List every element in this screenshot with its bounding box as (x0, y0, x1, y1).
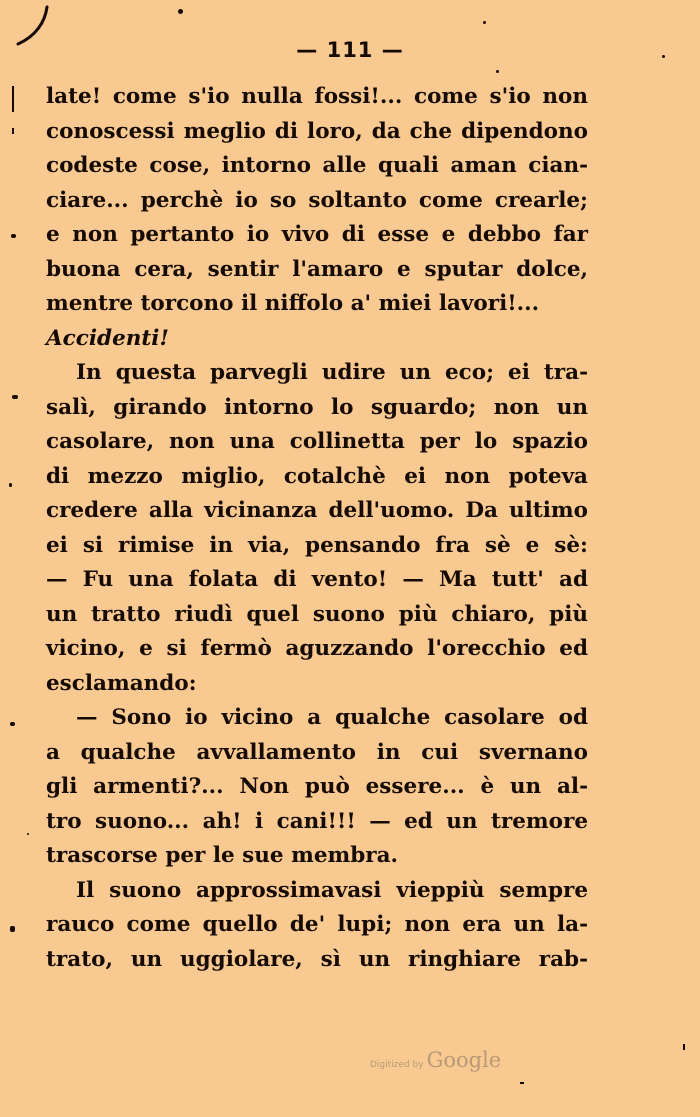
text-line: salì, girando intorno lo sguardo; non un (46, 394, 588, 420)
text-line: trascorse per le sue membra. (46, 843, 399, 868)
text-line: late! come s'io nulla fossi!... come s'io non (46, 84, 588, 109)
text-line: rauco come quello de' lupi; non era un la- (46, 912, 588, 937)
text-line: gli armenti?... Non può essere... è un al- (46, 774, 588, 799)
ink-speck (12, 128, 14, 134)
text-line: — Fu una folata di vento! — Ma tutt' ad (46, 567, 588, 592)
ink-speck (27, 833, 29, 835)
ink-speck (178, 9, 183, 14)
text-line: ciare... perchè io so soltanto come crearle; (46, 187, 588, 213)
ink-speck (483, 21, 486, 24)
text-line: un tratto riudì quel suono più chiaro, più (46, 601, 588, 627)
ink-speck (12, 395, 18, 399)
digitized-watermark (370, 1048, 501, 1072)
text-line: Il suono approssimavasi vieppiù sempre (76, 877, 588, 903)
italic-exclamation: Accidenti! (46, 325, 169, 351)
body-text (46, 80, 588, 977)
ink-speck (9, 483, 12, 487)
text-line: trato, un uggiolare, sì un ringhiare rab- (46, 946, 588, 972)
text-line: tro suono... ah! i cani!!! — ed un tremore (46, 808, 588, 834)
text-line: credere alla vicinanza dell'uomo. Da ultimo (46, 498, 588, 523)
text-line: conoscessi meglio di loro, da che dipendono (46, 118, 588, 144)
google-logo: Google (426, 1048, 502, 1072)
text-line: e non pertanto io vivo di esse e debbo far (46, 222, 588, 247)
ink-speck (520, 1082, 524, 1084)
text-line: codeste cose, intorno alle quali aman cian- (46, 153, 588, 178)
text-line: casolare, non una collinetta per lo spazio (46, 429, 588, 454)
ink-speck (10, 926, 15, 932)
text-line: a qualche avvallamento in cui svernano (46, 739, 588, 765)
ink-speck (11, 234, 16, 238)
margin-bracket (12, 86, 14, 112)
ink-speck (10, 722, 15, 726)
text-line: In questa parvegli udire un eco; ei tra- (76, 360, 588, 385)
text-line: — Sono io vicino a qualche casolare od (76, 705, 588, 730)
page-number: — 111 — (296, 38, 404, 62)
text-line: buona cera, sentir l'amaro e sputar dolce, (46, 256, 588, 282)
text-line: ei si rimise in via, pensando fra sè e sè: (46, 532, 588, 558)
ink-speck (496, 70, 499, 73)
text-line: di mezzo miglio, cotalchè ei non poteva (46, 463, 588, 489)
watermark-prefix: Digitized by (370, 1060, 424, 1070)
ink-speck (683, 1044, 685, 1050)
text-line: esclamando: (46, 670, 197, 696)
text-line: vicino, e si fermò aguzzando l'orecchio ed (46, 636, 588, 661)
text-line: mentre torcono il niffolo a' miei lavori!... (46, 291, 540, 316)
